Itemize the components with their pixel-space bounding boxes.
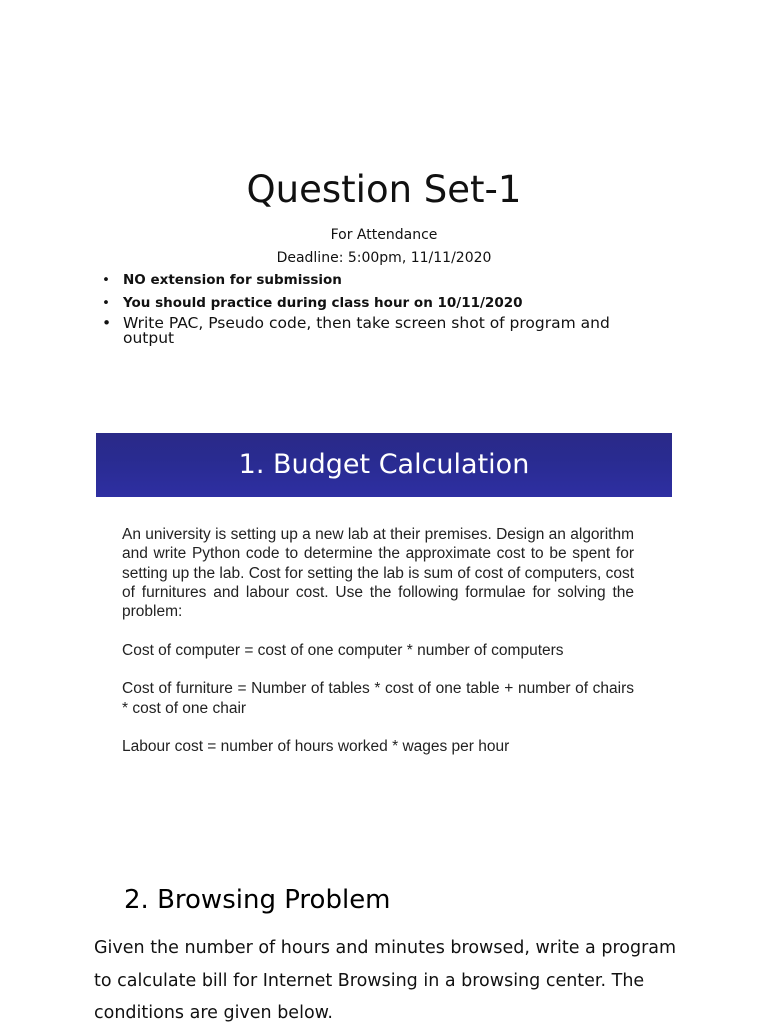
instruction-item: • NO extension for submission (100, 270, 660, 290)
instruction-item: • You should practice during class hour on 10/11/2020 (100, 293, 660, 313)
page-title: Question Set-1 (246, 168, 522, 211)
formula-furniture: Cost of furniture = Number of tables * cost of one table + number of chairs * cost of one chair (122, 680, 634, 717)
formula-labour: Labour cost = number of hours worked * wages per hour (122, 738, 510, 756)
formula-computer: Cost of computer = cost of one computer * number of computers (122, 641, 564, 659)
section2-text: Given the number of hours and minutes browsed, write a program to calculate bill for Internet Browsing in a browsing center. The conditions are given below. (94, 938, 677, 1023)
instruction-item: • Write PAC, Pseudo code, then take screen shot of program and output (100, 316, 660, 346)
problem-paragraph: An university is setting up a new lab at their premises. Design an algorithm and write Python code to determine the approximate cost to be spent for setting up the lab. Cost for setting the lab is sum of cost of computers, cost of furnitures and labour cost. Use the following formulae for solving the problem: (122, 526, 634, 621)
attendance-label: For Attendance (330, 227, 438, 243)
deadline-label: Deadline: 5:00pm, 11/11/2020 (276, 250, 492, 266)
section1-banner (96, 433, 672, 497)
section1-problem-text (122, 525, 634, 776)
instructions-list (100, 270, 660, 349)
section1-heading: 1. Budget Calculation (238, 449, 530, 480)
section2-heading: 2. Browsing Problem (124, 885, 391, 915)
